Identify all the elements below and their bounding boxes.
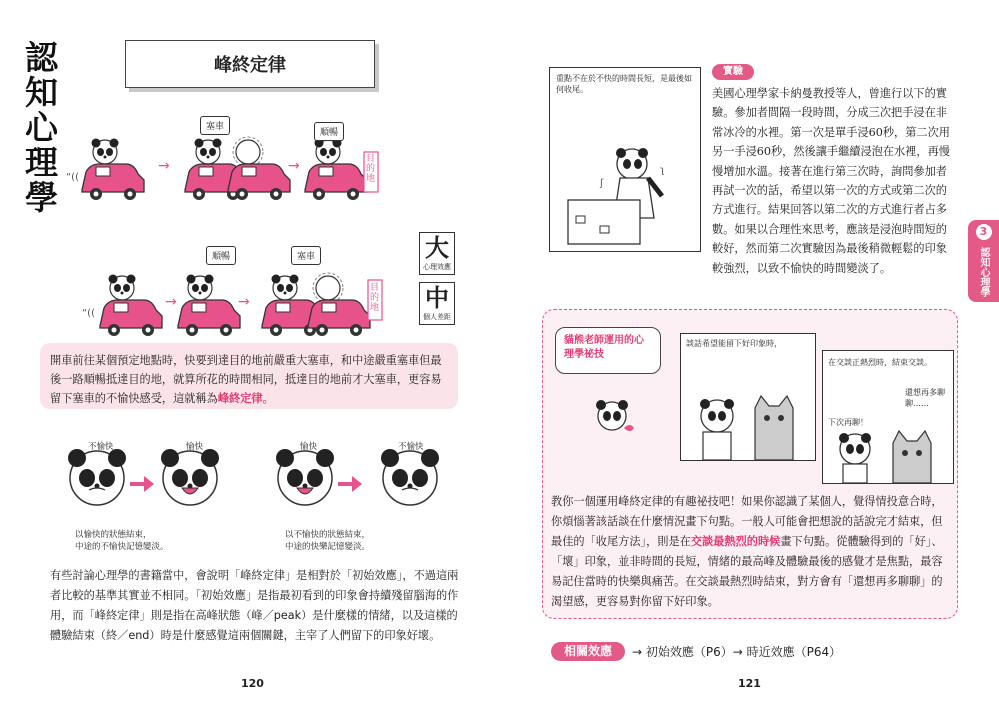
svg-text:ʃ: ʃ: [600, 178, 604, 189]
svg-text:“((: “((: [82, 308, 95, 319]
label-traffic-jam-2: 塞車: [291, 246, 321, 265]
tips-text-main: 教你一個運用峰終定律的有趣祕技吧！如果你認識了某個人，覺得情投意合時，你煩惱著該話談在什麼情況畫下句點。一般人可能會把想說的話說完才結束，但最佳的「收尾方法」，則是在: [551, 495, 943, 548]
label-smooth-1: 順暢: [314, 122, 344, 141]
panel2-drawing: [823, 351, 953, 483]
comic-panda-bucket: [550, 68, 700, 251]
tips-panel-1: [680, 333, 816, 461]
definition-box: [40, 343, 458, 409]
panda-heart-icon: [588, 390, 638, 440]
vertical-section-title: 認知心理學: [20, 40, 59, 215]
effect-strength-char: 大: [425, 234, 449, 262]
svg-text:“((: “((: [66, 172, 79, 183]
individual-difference-badge: [419, 282, 455, 325]
left-body-text: 有些討論心理學的書籍當中，會說明「峰終定律」是相對於「初始效應」，不過這兩者比較的基準其實並不相同。「初始效應」是指最初看到的印象會持續殘留腦海的作用，而「峰終定律」則是指在高峰狀態（峰／peak）是什麼樣的情緒，以及這樣的體驗結束（終／end）時是什麼感覺這兩個關鍵，主宰了人們留下的印象好壞。: [50, 569, 459, 642]
row2-cars: [82, 273, 382, 336]
traffic-cars-drawing: [60, 108, 460, 338]
svg-text:→: →: [238, 294, 250, 310]
left-page-number: 120: [241, 677, 264, 690]
face-caption-left-2: 中途的不愉快記憶變淡。: [75, 542, 169, 552]
panel2-caption: 在交談正熱烈時，結束交談。: [828, 358, 932, 367]
panel2-speech-right: 還想再多聊聊……: [905, 388, 945, 408]
experiment-tag: 實驗: [712, 64, 754, 80]
effect-strength-label: 心理效應: [423, 263, 451, 271]
definition-end: 。: [262, 392, 274, 405]
face-caption-right-2: 中途的快樂記憶變淡。: [285, 542, 371, 552]
face-caption-left-1: 以愉快的狀態結束，: [75, 530, 152, 540]
panel1-caption: 談話希望能留下好印象時，: [686, 339, 782, 348]
comic-caption: 重點不在於不快的時間長短，是最後如何收尾。: [556, 74, 692, 94]
individual-difference-label: 個人差距: [423, 313, 451, 321]
tips-text-highlight: 交談最熱烈的時候: [690, 535, 781, 548]
svg-text:→: →: [165, 294, 177, 310]
traffic-illustration: [60, 108, 460, 338]
svg-text:→: →: [158, 158, 170, 174]
row1-cars: [66, 137, 378, 200]
effect-strength-badge: [419, 232, 455, 275]
tips-title-bubble: 貓熊老師運用的心理學祕技: [555, 327, 661, 374]
tips-text: [551, 492, 949, 612]
page-title: [125, 40, 375, 88]
destination-sign-1: 目的地: [366, 154, 376, 184]
related-effects-tag: 相關效應: [551, 642, 625, 661]
panel1-drawing: [681, 334, 815, 460]
face-label-pleasant-2: 愉快: [300, 442, 318, 452]
definition-term: 峰終定律: [217, 392, 263, 405]
chapter-number: 3: [976, 224, 992, 240]
chapter-side-tab: [968, 220, 999, 302]
face-label-unpleasant-2: 不愉快: [398, 442, 424, 452]
svg-text:ʅ: ʅ: [660, 165, 665, 176]
face-label-unpleasant-1: 不愉快: [88, 442, 114, 452]
experiment-text: 美國心理學家卡納曼教授等人，曾進行以下的實驗。參加者間隔一段時間，分成三次把手浸在非常冰冷的水裡。第一次是單手浸60秒，第二次用另一手浸60秒，然後讓手繼續浸泡在水裡，再慢慢增加水溫。接著在進行第三次時，詢問參加者再試一次的話，希望以第一次的方式或第二次的方式進行。結果回答以第二次的方式進行者占多數。如果以合理性來思考，應該是浸泡時間短的較好，然而第二次實驗因為最後稍微輕鬆的印象較強烈，以致不愉快的時間變淡了。: [712, 87, 950, 275]
destination-sign-2: 目的地: [370, 283, 380, 313]
definition-text: 開車前往某個預定地點時，快要到達目的地前嚴重大塞車，和中途嚴重塞車但最後一路順暢抵達目的地，就算所花的時間相同，抵達目的地前才大塞車，更容易留下塞車的不愉快感受，這就稱為: [50, 354, 442, 405]
tips-panel-2: [822, 350, 954, 484]
right-page-number: 121: [738, 677, 761, 690]
related-effects-links[interactable]: → 初始效應（P6）→ 時近效應（P64）: [632, 645, 842, 659]
face-label-pleasant-1: 愉快: [186, 442, 204, 452]
svg-text:→: →: [288, 158, 300, 174]
tips-text-end: 畫下句點。從體驗得到的「好」、「壞」印象，並非時間的長短，情緒的最高峰及體驗最後的感覺才是焦點，最容易記住當時的快樂與痛苦。在交談最熱烈時結束，對方會有「還想再多聊聊」的渴望感，更容易對你留下好印象。: [551, 535, 943, 608]
experiment-comic: [549, 67, 701, 252]
chapter-label: 認知心理學: [978, 247, 989, 297]
panel2-speech-left: 下次再聊！: [828, 418, 868, 427]
individual-difference-char: 中: [425, 284, 449, 312]
face-caption-right-1: 以不愉快的狀態結束，: [285, 530, 371, 540]
page-title-text: 峰終定律: [214, 55, 286, 76]
label-traffic-jam-1: 塞車: [200, 116, 230, 135]
label-smooth-2: 順暢: [206, 246, 236, 265]
